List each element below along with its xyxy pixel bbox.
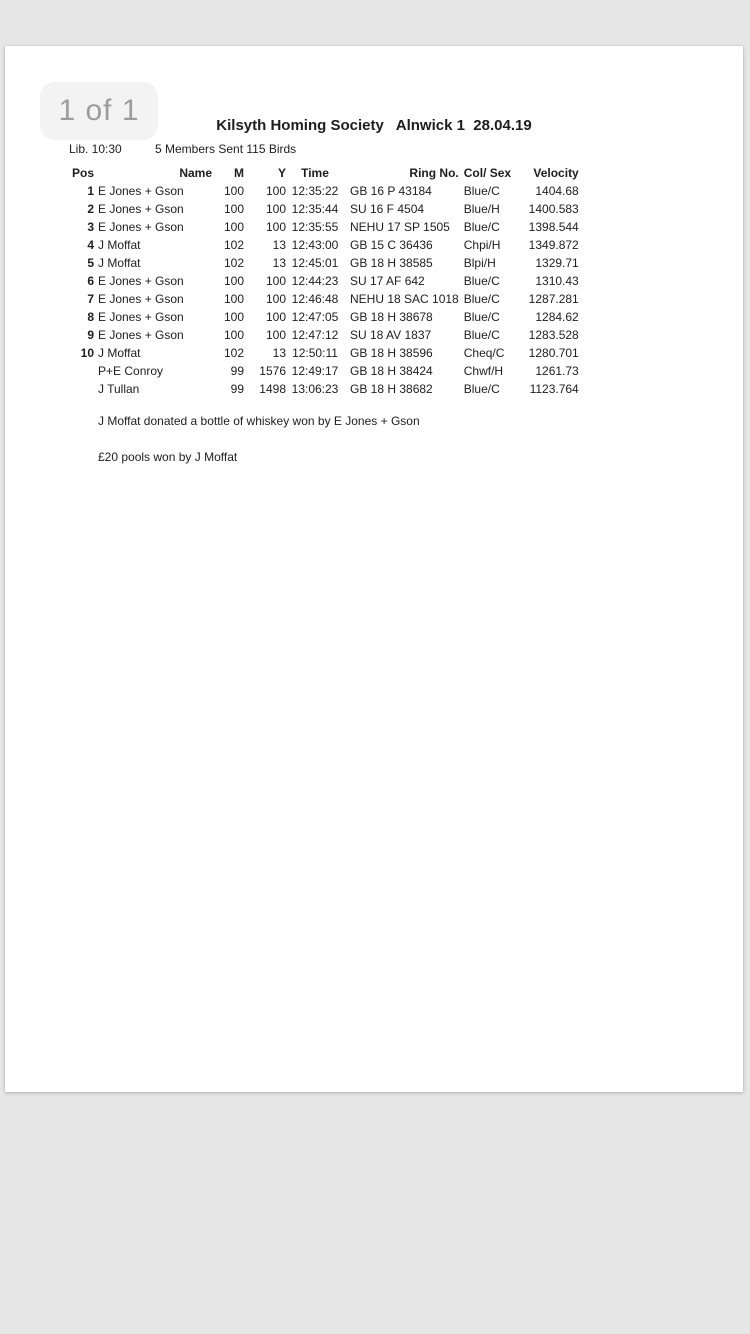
cell-pos: 9 [87, 328, 94, 342]
cell-pos: 1 [87, 184, 94, 198]
cell-y: 100 [265, 184, 286, 198]
cell-ring: NEHU 17 SP 1505 [350, 220, 450, 234]
cell-name: E Jones + Gson [98, 310, 184, 324]
cell-time: 12:44:23 [291, 274, 339, 288]
cell-pos: 8 [87, 310, 94, 324]
cell-ring: SU 18 AV 1837 [350, 328, 432, 342]
cell-time: 12:43:00 [291, 238, 339, 252]
cell-m: 100 [223, 220, 244, 234]
results-table [60, 164, 579, 398]
cell-time: 12:35:22 [291, 184, 339, 198]
cell-y: 100 [265, 292, 286, 306]
cell-name: E Jones + Gson [98, 292, 184, 306]
cell-colsex: Chwf/H [463, 364, 504, 378]
cell-velocity: 1280.701 [528, 346, 579, 360]
cell-y: 100 [265, 220, 286, 234]
cell-y: 100 [265, 328, 286, 342]
table-row [60, 344, 579, 362]
cell-ring: GB 18 H 38678 [350, 310, 433, 324]
cell-velocity: 1349.872 [528, 238, 579, 252]
cell-time: 12:50:11 [292, 346, 338, 360]
cell-pos: 10 [80, 346, 94, 360]
cell-velocity: 1310.43 [535, 274, 579, 288]
cell-m: 102 [223, 238, 244, 252]
cell-pos: 4 [87, 238, 94, 252]
col-header-col-sex: Col/ Sex [463, 166, 512, 180]
cell-pos [60, 362, 94, 380]
cell-y: 100 [265, 274, 286, 288]
cell-y: 13 [272, 256, 286, 270]
cell-time: 12:47:05 [291, 310, 339, 324]
table-row [60, 254, 579, 272]
results-table-body [60, 182, 579, 398]
cell-colsex: Blue/C [463, 184, 500, 198]
table-row [60, 308, 579, 326]
table-row [60, 182, 579, 200]
cell-velocity: 1329.71 [535, 256, 579, 270]
page-count-label: 1 of 1 [58, 94, 140, 127]
cell-velocity: 1398.544 [528, 220, 579, 234]
cell-colsex: Cheq/C [463, 346, 505, 360]
cell-time: 12:45:01 [291, 256, 339, 270]
cell-velocity: 1284.62 [535, 310, 579, 324]
cell-name: J Moffat [98, 238, 141, 252]
whiskey-note: J Moffat donated a bottle of whiskey won by E Jones + Gson [98, 414, 420, 428]
cell-ring: GB 18 H 38682 [350, 382, 433, 396]
cell-velocity: 1283.528 [528, 328, 579, 342]
cell-colsex: Chpi/H [463, 238, 501, 252]
cell-name: E Jones + Gson [98, 202, 184, 216]
table-header-row [60, 164, 579, 182]
cell-name: E Jones + Gson [98, 274, 184, 288]
cell-name: E Jones + Gson [98, 184, 184, 198]
col-header-ring-no: Ring No. [409, 166, 459, 180]
cell-name: P+E Conroy [98, 364, 164, 378]
cell-colsex: Blue/C [463, 382, 500, 396]
cell-ring: GB 15 C 36436 [350, 238, 433, 252]
cell-pos: 2 [87, 202, 94, 216]
cell-name: E Jones + Gson [98, 220, 184, 234]
cell-m: 100 [223, 274, 244, 288]
cell-colsex: Blue/C [463, 328, 500, 342]
cell-name: E Jones + Gson [98, 328, 184, 342]
liberation-time-label: Lib. 10:30 [69, 142, 122, 156]
col-header-m: M [234, 166, 244, 180]
cell-ring: NEHU 18 SAC 1018 [350, 292, 459, 306]
cell-velocity: 1404.68 [535, 184, 579, 198]
cell-velocity: 1287.281 [528, 292, 579, 306]
cell-y: 100 [265, 202, 286, 216]
cell-colsex: Blue/H [463, 202, 500, 216]
cell-ring: SU 17 AF 642 [350, 274, 425, 288]
cell-name: J Moffat [98, 256, 141, 270]
cell-y: 100 [265, 310, 286, 324]
cell-pos: 6 [87, 274, 94, 288]
cell-m: 100 [223, 310, 244, 324]
cell-velocity: 1123.764 [529, 382, 579, 396]
cell-pos: 5 [87, 256, 94, 270]
cell-velocity: 1261.73 [535, 364, 579, 378]
cell-ring: GB 18 H 38596 [350, 346, 433, 360]
col-header-name: Name [179, 166, 212, 180]
cell-colsex: Blue/C [463, 310, 500, 324]
col-header-y: Y [277, 166, 286, 180]
table-row [60, 272, 579, 290]
cell-time: 13:06:23 [291, 382, 339, 396]
table-row [60, 362, 579, 380]
cell-pos: 3 [87, 220, 94, 234]
table-row [60, 218, 579, 236]
cell-m: 99 [230, 364, 244, 378]
cell-m: 102 [223, 346, 244, 360]
cell-y: 13 [272, 346, 286, 360]
cell-time: 12:35:44 [291, 202, 339, 216]
cell-pos: 7 [87, 292, 94, 306]
cell-ring: GB 18 H 38424 [350, 364, 433, 378]
cell-ring: GB 16 P 43184 [350, 184, 432, 198]
pools-note: £20 pools won by J Moffat [98, 450, 238, 464]
members-sent-label: 5 Members Sent 115 Birds [155, 142, 297, 156]
cell-colsex: Blue/C [463, 220, 500, 234]
cell-name: J Tullan [98, 382, 140, 396]
cell-colsex: Blpi/H [463, 256, 496, 270]
cell-pos [60, 380, 94, 398]
cell-m: 100 [223, 202, 244, 216]
col-header-velocity: Velocity [533, 166, 579, 180]
cell-y: 1498 [259, 382, 286, 396]
cell-time: 12:35:55 [291, 220, 339, 234]
table-row [60, 380, 579, 398]
cell-m: 102 [223, 256, 244, 270]
cell-y: 1576 [259, 364, 286, 378]
table-row [60, 290, 579, 308]
cell-colsex: Blue/C [463, 292, 500, 306]
cell-ring: GB 18 H 38585 [350, 256, 433, 270]
table-row [60, 200, 579, 218]
cell-colsex: Blue/C [463, 274, 500, 288]
table-row [60, 236, 579, 254]
document-page [5, 46, 743, 1092]
table-row [60, 326, 579, 344]
col-header-pos: Pos [71, 166, 94, 180]
cell-name: J Moffat [98, 346, 141, 360]
cell-m: 99 [230, 382, 244, 396]
cell-time: 12:47:12 [291, 328, 339, 342]
cell-y: 13 [272, 238, 286, 252]
document-title: Kilsyth Homing Society Alnwick 1 28.04.19 [216, 117, 532, 134]
cell-time: 12:46:48 [291, 292, 339, 306]
cell-velocity: 1400.583 [528, 202, 579, 216]
cell-m: 100 [223, 292, 244, 306]
cell-ring: SU 16 F 4504 [350, 202, 425, 216]
col-header-time: Time [301, 166, 329, 180]
cell-m: 100 [223, 328, 244, 342]
cell-m: 100 [223, 184, 244, 198]
cell-time: 12:49:17 [291, 364, 339, 378]
